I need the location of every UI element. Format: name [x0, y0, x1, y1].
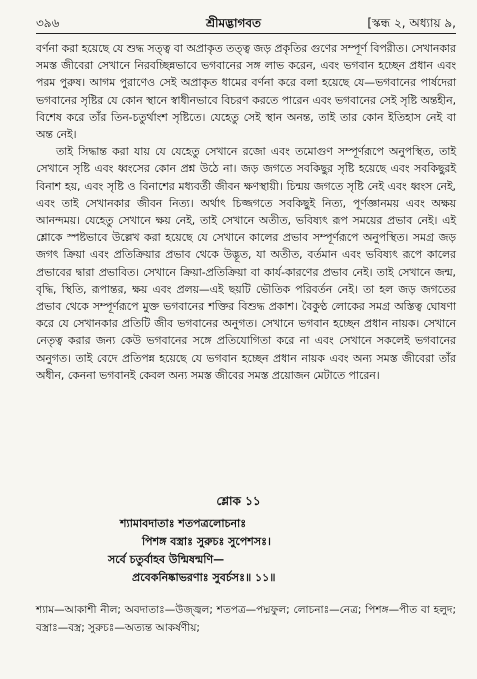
verse-line: শ্যামাবদাতাঃ শতপত্রলোচনাঃ	[120, 517, 247, 530]
verse-line: প্রবেকনিষ্কাভরণাঃ সুবর্চসঃ॥ ১১॥	[132, 571, 276, 584]
book-title: শ্রীমদ্ভাগবত	[206, 16, 262, 30]
page-number: ৩৯৬	[36, 16, 60, 30]
purport-paragraph: তাই সিদ্ধান্ত করা যায় যে যেহেতু সেখানে রজো এবং তমোগুণ সম্পূর্ণরূপে অনুপস্থিত, তাই সেখানে সৃষ্টি এবং ধ্বংসের কোন প্রশ্ন উঠে না। জড় জগতে সবকিছুর সৃষ্টি হয়েছে এবং সবকিছুরই বিনাশ হয়, এবং সৃষ্টি ও বিনাশের মধ্যবর্তী জীবন ক্ষণস্থায়ী। চিন্ময় জগতে সৃষ্টি নেই এবং ধ্বংস নেই, এবং তাই সেখানকার জীবন নিত্য। অর্থাৎ চিজ্জগতে সবকিছুই নিত্য, পূর্ণজ্ঞানময় এবং অক্ষয় আনন্দময়। যেহেতু সেখানে ক্ষয় নেই, তাই সেখানে অতীত, ভবিষ্যৎ রূপ সময়ের প্রভাব নেই। এই শ্লোকে স্পষ্টভাবে উল্লেখ করা হয়েছে যে সেখানে কালের প্রভাব সম্পূর্ণরূপে অনুপস্থিত। সমগ্র জড় জগৎ ক্রিয়া এবং প্রতিক্রিয়ার প্রভাব থেকে উদ্ভূত, যা অতীত, বর্তমান এবং ভবিষ্যৎ রূপে কালের প্রভাবের দ্বারা প্রভাবিত। সেখানে ক্রিয়া-প্রতিক্রিয়া বা কার্য-কারণের প্রভাব নেই। তাই সেখানে জন্ম, বৃদ্ধি, স্থিতি, রূপান্তর, ক্ষয় এবং প্রলয়—এই ছয়টি ভৌতিক পরিবর্তন নেই। তা হল জড় জগতের প্রভাব থেকে সম্পূর্ণরূপে মুক্ত ভগবানের শক্তির বিশুদ্ধ প্রকাশ। বৈকুণ্ঠ লোকের সমগ্র অস্তিত্ব ঘোষণা করে যে সেখানকার প্রতিটি জীব ভগবানের অনুগত। সেখানে ভগবান হচ্ছেন প্রধান নায়ক। সেখানে নেতৃত্ব করার জন্য কেউ ভগবানের সঙ্গে প্রতিযোগিতা করে না এবং সেখানে সকলেই ভগবানের অনুগত। তাই বেদে প্রতিপন্ন হয়েছে যে ভগবান হচ্ছেন প্রধান নায়ক এবং অন্য সমস্ত জীবেরা তাঁর অধীন, কেননা ভগবানই কেবল অন্য সমস্ত জীবের সমস্ত প্রয়োজন মেটাতে পারেন।	[36, 145, 456, 382]
synonyms-text: শ্যাম—আকাশী নীল; অবদাতাঃ—উজ্জ্বল; শতপত্র—পদ্মফুল; লোচনাঃ—নেত্র; পিশঙ্গ—পীত বা হলুদ; বস্ত্রাঃ—বস্ত্র; সুরুচঃ—অত্যন্ত আকর্ষণীয়;	[36, 604, 456, 634]
verse-text	[90, 515, 430, 587]
page-header	[36, 13, 456, 33]
verse-line: সর্বে চতুর্বাহব উন্মিষন্মণি—	[108, 553, 225, 566]
verse-line: পিশঙ্গ বস্ত্রাঃ সুরুচঃ সুপেশসঃ।	[142, 535, 271, 548]
verse-number: শ্লোক ১১	[216, 494, 261, 508]
chapter-location: [স্কন্ধ ২, অধ্যায় ৯,	[367, 16, 456, 30]
purport-text	[36, 40, 456, 384]
purport-paragraph: বর্ণনা করা হয়েছে যে শুদ্ধ সত্ত্ব বা অপ্রাকৃত তত্ত্ব জড় প্রকৃতির গুণের সম্পূর্ণ বিপরীত। সেখানকার সমস্ত জীবেরা সেখানে নিরবচ্ছিন্নভাবে ভগবানের সঙ্গ লাভ করেন, এবং ভগবান হচ্ছেন প্রধান এবং পরম পুরুষ। আগম পুরাণেও সেই অপ্রাকৃত ধামের বর্ণনা করে বলা হয়েছে যে—ভগবানের পার্ষদেরা ভগবানের সৃষ্টির যে কোন স্থানে স্বাধীনভাবে বিচরণ করতে পারেন এবং ভগবানের সেই সৃষ্টি অন্তহীন, বিশেষ করে তাঁর তিন-চতুর্থাংশ সৃষ্টিতে। যেহেতু সেই স্থান অনন্ত, তাই তার কোন ইতিহাস নেই বা অন্ত নেই।	[36, 42, 456, 142]
header-rule	[36, 33, 456, 34]
